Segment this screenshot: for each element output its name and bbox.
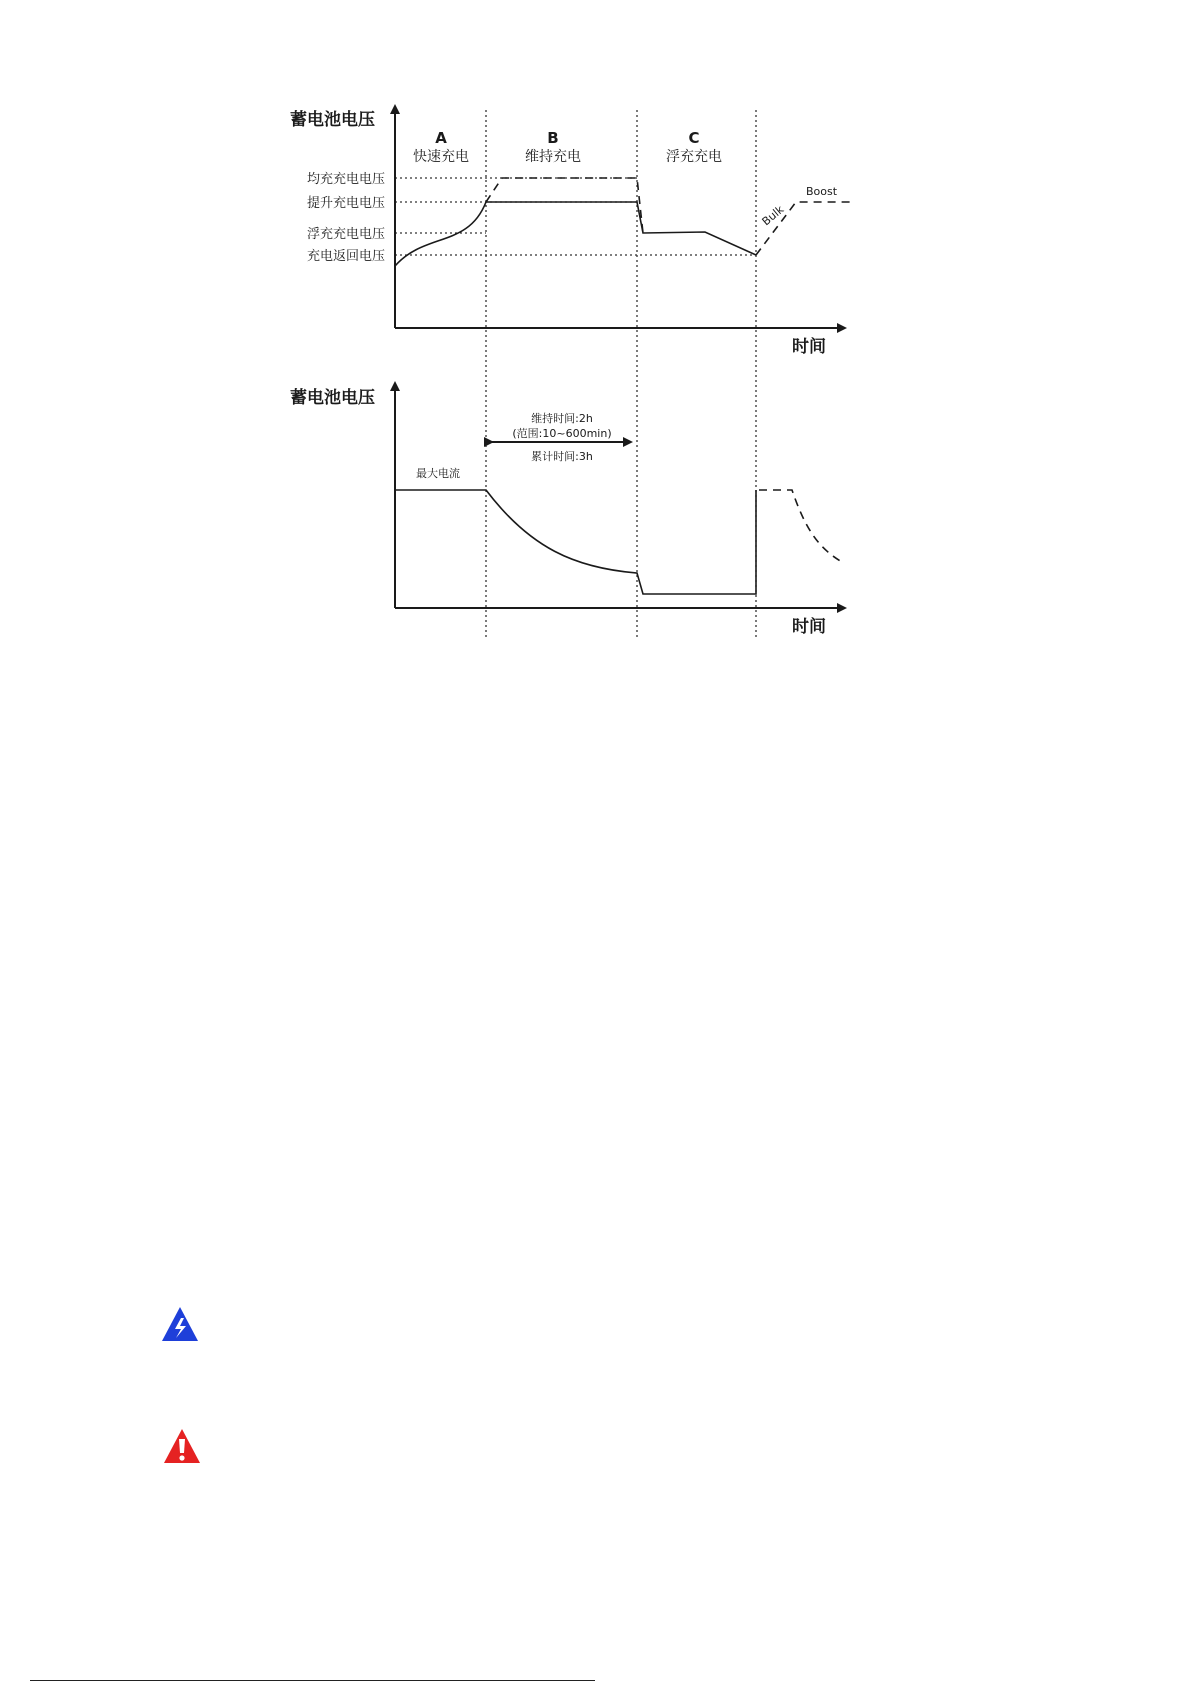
voltage-y-axis-title: 蓄电池电压 (290, 110, 375, 130)
voltage-chart (290, 106, 852, 357)
equalize-dashed-curve (486, 178, 643, 233)
phase-b-name: 维持充电 (525, 149, 581, 165)
hold-range-label: (范围:10~600min) (512, 427, 612, 440)
max-current-label: 最大电流 (416, 467, 460, 480)
phase-c-letter: C (688, 129, 700, 147)
phase-a-letter: A (435, 129, 447, 147)
footnote-separator (30, 1680, 595, 1681)
electric-hazard-icon (160, 1305, 200, 1345)
hold-time-label: 维持时间:2h (531, 412, 593, 425)
equalize-voltage-label: 均充充电电压 (306, 172, 385, 187)
float-voltage-label: 浮充充电电压 (306, 227, 385, 242)
boost-voltage-label: 提升充电电压 (306, 196, 385, 211)
voltage-x-axis-title: 时间 (792, 337, 826, 357)
return-voltage-label: 充电返回电压 (306, 249, 385, 264)
phase-a-name: 快速充电 (413, 149, 469, 165)
warning-icon (162, 1427, 202, 1467)
cumulative-time-label: 累计时间:3h (531, 450, 593, 463)
voltage-curve (395, 202, 756, 266)
bulk-label: Bulk (759, 202, 787, 229)
boost-label: Boost (806, 185, 838, 198)
current-chart (290, 383, 845, 637)
next-cycle-dashed-current (759, 490, 842, 562)
phase-c-name: 浮充充电 (666, 149, 722, 165)
current-x-axis-title: 时间 (792, 617, 826, 637)
current-y-axis-title: 蓄电池电压 (290, 388, 375, 408)
current-curve (395, 490, 756, 594)
phase-b-letter: B (547, 129, 559, 147)
